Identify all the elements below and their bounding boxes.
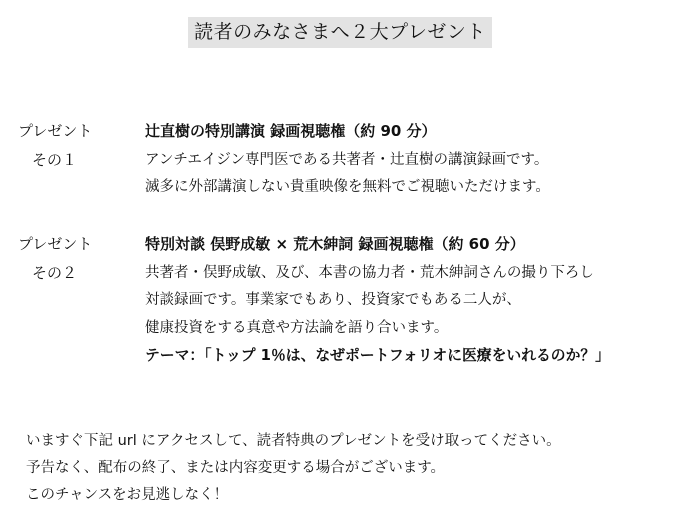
present-description-line: 対談録画です。事業家でもあり、投資家でもある二人が、: [145, 292, 521, 308]
present-label: プレゼント: [18, 122, 93, 140]
footer-line: 予告なく、配布の終了、または内容変更する場合がございます。: [26, 460, 446, 476]
present-description-line: 健康投資をする真意や方法論を語り合います。: [145, 320, 449, 336]
present-label: プレゼント: [18, 235, 93, 253]
present-theme: テーマ：「トップ 1％は、なぜポートフォリオに医療をいれるのか？」: [145, 347, 610, 364]
present-description-line: 滅多に外部講演しない貴重映像を無料でご視聴いただけます。: [145, 179, 550, 195]
present-number: その２: [32, 264, 78, 282]
present-heading: 辻直樹の特別講演 録画視聴権（約 90 分）: [145, 122, 437, 140]
present-description-line: アンチエイジン専門医である共著者・辻直樹の講演録画です。: [145, 152, 549, 168]
footer-line: このチャンスをお見逃しなく！: [26, 487, 229, 503]
footer-line: いますぐ下記 url にアクセスして、読者特典のプレゼントを受け取ってください。: [26, 433, 561, 449]
present-description-line: 共著者・俣野成敏、及び、本書の協力者・荒木紳詞さんの撮り下ろし: [145, 265, 594, 281]
present-heading: 特別対談 俣野成敏 × 荒木紳詞 録画視聴権（約 60 分）: [145, 235, 525, 253]
present-number: その１: [32, 151, 78, 169]
title-container: [0, 17, 680, 48]
page-title: 読者のみなさまへ２大プレゼント: [188, 17, 492, 48]
